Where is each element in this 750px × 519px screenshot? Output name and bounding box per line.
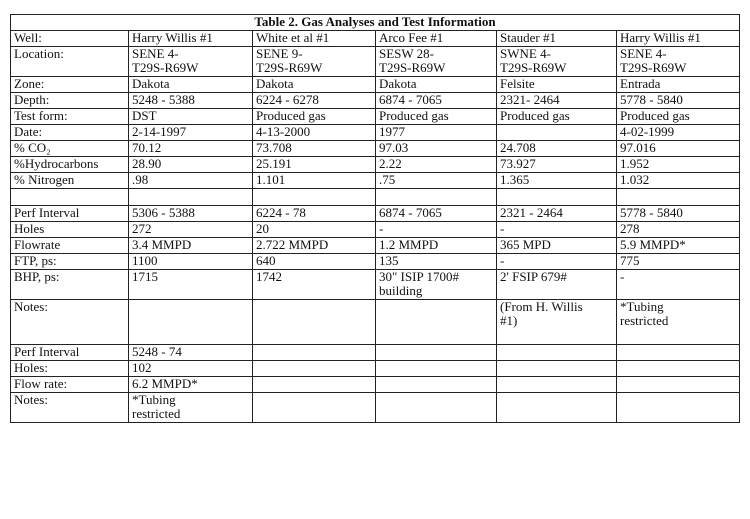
row-label: Flowrate [11,238,129,254]
table-cell: Dakota [129,77,253,93]
table-cell: SWNE 4- T29S-R69W [497,47,617,77]
table-cell: 272 [129,222,253,238]
row-label: Zone: [11,77,129,93]
table-cell: 28.90 [129,157,253,173]
table-cell: 1715 [129,270,253,300]
table-cell [497,393,617,423]
table-row [11,31,740,47]
table-cell: Harry Willis #1 [617,31,740,47]
table-row [11,125,740,141]
table-title-row [11,15,740,31]
table-cell [617,345,740,361]
table-cell: Felsite [497,77,617,93]
row-label: BHP, ps: [11,270,129,300]
table-cell [497,377,617,393]
table-cell: 6874 - 7065 [376,206,497,222]
table-cell: - [617,270,740,300]
table-cell [497,125,617,141]
table-cell [497,345,617,361]
row-label: Well: [11,31,129,47]
table-row [11,254,740,270]
row-label: Holes [11,222,129,238]
table-cell: 5306 - 5388 [129,206,253,222]
row-label [11,189,129,206]
table-cell [376,189,497,206]
table-cell: 97.016 [617,141,740,157]
table-cell: Arco Fee #1 [376,31,497,47]
table-cell: Produced gas [376,109,497,125]
table-cell: 1.2 MMPD [376,238,497,254]
table-cell [129,300,253,345]
table-cell: .98 [129,173,253,189]
row-label: FTP, ps: [11,254,129,270]
row-label: % Nitrogen [11,173,129,189]
table-cell: - [376,222,497,238]
table-cell [376,377,497,393]
table-cell: 73.708 [253,141,376,157]
table-cell: 4-13-2000 [253,125,376,141]
table-cell [376,361,497,377]
table-cell: White et al #1 [253,31,376,47]
row-label: Test form: [11,109,129,125]
row-label: Perf Interval [11,206,129,222]
table-cell: 70.12 [129,141,253,157]
table-cell: 1.101 [253,173,376,189]
table-row [11,270,740,300]
table-cell: .75 [376,173,497,189]
table-cell: SENE 9- T29S-R69W [253,47,376,77]
table-cell: Produced gas [253,109,376,125]
table-cell: 1.032 [617,173,740,189]
table-row [11,222,740,238]
row-label: Depth: [11,93,129,109]
table-cell: 1742 [253,270,376,300]
table-row [11,141,740,157]
table-cell: 365 MPD [497,238,617,254]
table-cell: 6.2 MMPD* [129,377,253,393]
table-cell: 2' FSIP 679# [497,270,617,300]
table-row [11,206,740,222]
row-label: Flow rate: [11,377,129,393]
table-cell [129,189,253,206]
table-row [11,77,740,93]
table-cell [497,361,617,377]
table-cell [253,393,376,423]
table-cell [376,393,497,423]
table-cell [617,361,740,377]
table-cell: 5248 - 74 [129,345,253,361]
table-cell: 73.927 [497,157,617,173]
table-cell [376,345,497,361]
table-cell [253,300,376,345]
row-label: Notes: [11,300,129,345]
table-cell: 1100 [129,254,253,270]
table-cell: - [497,222,617,238]
table-cell: 775 [617,254,740,270]
row-label: Holes: [11,361,129,377]
table-cell: 25.191 [253,157,376,173]
table-row [11,361,740,377]
table-body [11,31,740,423]
table-cell: 135 [376,254,497,270]
table-row [11,173,740,189]
table-cell: 6224 - 78 [253,206,376,222]
table-cell: 2321 - 2464 [497,206,617,222]
table-cell: 640 [253,254,376,270]
table-row [11,300,740,345]
table-cell [253,189,376,206]
table-cell [376,300,497,345]
table-cell: DST [129,109,253,125]
table-row [11,393,740,423]
table-cell: 97.03 [376,141,497,157]
table-row [11,189,740,206]
table-cell: 20 [253,222,376,238]
row-label: Location: [11,47,129,77]
table-cell [253,361,376,377]
row-label: % CO₂ [11,141,129,157]
table-cell: 4-02-1999 [617,125,740,141]
table-cell: 6874 - 7065 [376,93,497,109]
table-title: Table 2. Gas Analyses and Test Information [11,15,740,31]
row-label: Notes: [11,393,129,423]
table-row [11,47,740,77]
table-cell: (From H. Willis #1) [497,300,617,345]
row-label: %Hydrocarbons [11,157,129,173]
table-cell: 2-14-1997 [129,125,253,141]
table-cell [497,189,617,206]
table-cell: SENE 4- T29S-R69W [129,47,253,77]
table-cell: 2321- 2464 [497,93,617,109]
table-cell: 5.9 MMPD* [617,238,740,254]
document-page [10,14,739,423]
table-cell [253,377,376,393]
table-cell: Produced gas [497,109,617,125]
table-cell [617,377,740,393]
row-label: Perf Interval [11,345,129,361]
table-row [11,109,740,125]
table-cell [617,189,740,206]
table-cell: 5778 - 5840 [617,206,740,222]
table-row [11,377,740,393]
table-cell: 30" ISIP 1700# building [376,270,497,300]
table-cell: Harry Willis #1 [129,31,253,47]
table-cell [617,393,740,423]
table-cell: 1977 [376,125,497,141]
table-cell: SENE 4- T29S-R69W [617,47,740,77]
table-row [11,345,740,361]
table-row [11,93,740,109]
table-cell: 1.952 [617,157,740,173]
table-cell [253,345,376,361]
table-cell: 1.365 [497,173,617,189]
table-cell: - [497,254,617,270]
row-label: Date: [11,125,129,141]
table-cell: Produced gas [617,109,740,125]
table-cell: 102 [129,361,253,377]
table-cell: *Tubing restricted [129,393,253,423]
table-cell: 5248 - 5388 [129,93,253,109]
table-row [11,238,740,254]
table-cell: Dakota [376,77,497,93]
table-cell: *Tubing restricted [617,300,740,345]
table-cell: 278 [617,222,740,238]
table-cell: SESW 28- T29S-R69W [376,47,497,77]
table-cell: Stauder #1 [497,31,617,47]
table-cell: 2.722 MMPD [253,238,376,254]
table-cell: 6224 - 6278 [253,93,376,109]
gas-analyses-table [10,14,740,423]
table-cell: Dakota [253,77,376,93]
table-cell: 24.708 [497,141,617,157]
table-row [11,157,740,173]
table-cell: Entrada [617,77,740,93]
table-cell: 2.22 [376,157,497,173]
table-cell: 5778 - 5840 [617,93,740,109]
table-cell: 3.4 MMPD [129,238,253,254]
